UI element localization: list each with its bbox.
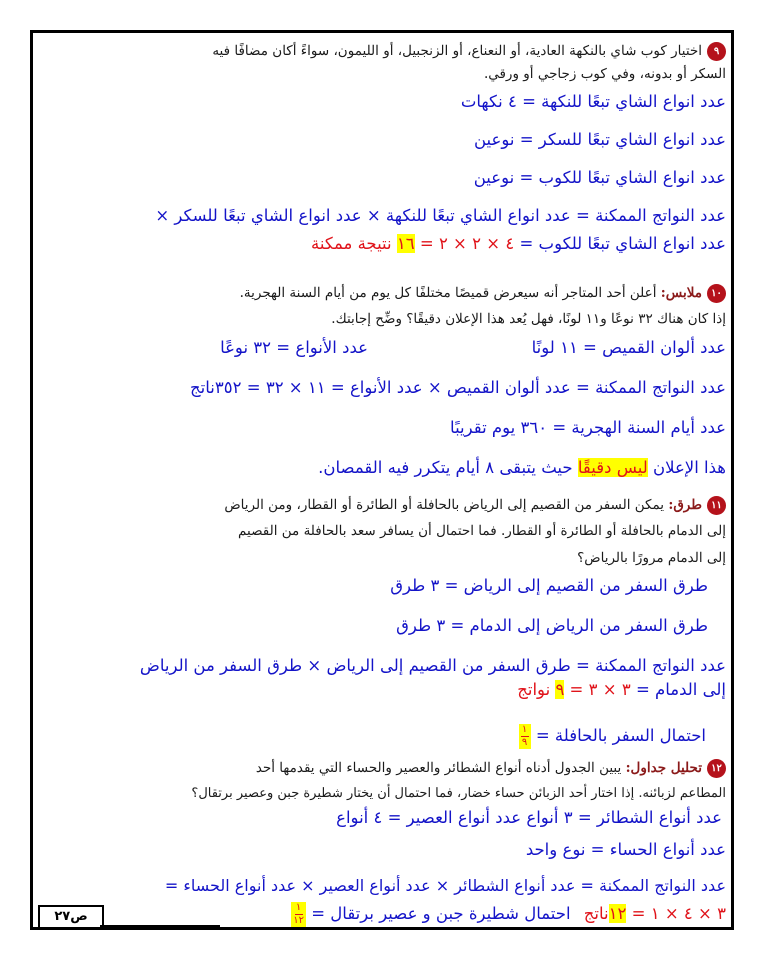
q9-text-2: السكر أو بدونه، وفي كوب زجاجي أو ورقي. — [483, 66, 726, 82]
q10-text-1: أعلن أحد المتاجر أنه سيعرض قميصًا مختلفًا كل يوم من أيام السنة الهجرية. — [239, 285, 661, 301]
q9-answer-5-red: ٤ × ٢ × ٢ = — [414, 234, 520, 253]
q10-answer-4-highlight: ليس دقيقًا — [577, 458, 648, 477]
page-number-label: ص٢٧ — [38, 905, 104, 929]
bottom-rule — [100, 925, 220, 927]
q10-answer-4-end: حيث يتبقى ٨ أيام يتكرر فيه القمصان. — [318, 458, 578, 477]
q11-number-badge: ١١ — [707, 496, 726, 515]
q10-keyword: ملابس: — [660, 285, 702, 301]
q11-probability-fraction — [519, 724, 531, 749]
q9-number-badge: ٩ — [707, 42, 726, 61]
q12-answer-4-red-2: ناتج — [583, 904, 609, 923]
q9-answer-1: عدد انواع الشاي تبعًا للنكهة = ٤ نكهات — [460, 92, 726, 111]
q11-fraction-numerator: ١ — [521, 724, 528, 735]
q9-answer-5-highlight: ١٦ — [396, 234, 415, 253]
q12-text-line-1 — [256, 759, 726, 778]
q12-answer-4-highlight: ١٢ — [608, 904, 627, 923]
q12-number-badge: ١٢ — [707, 759, 726, 778]
q11-answer-3: عدد النواتج الممكنة = طرق السفر من القصيم إلى الرياض × طرق السفر من الرياض — [139, 656, 726, 675]
q12-probability-fraction — [291, 902, 306, 927]
q11-text-2: إلى الدمام بالحافلة أو الطائرة أو القطار. فما احتمال أن يسافر سعد بالحافلة من القصيم — [238, 523, 726, 539]
q9-answer-5 — [311, 234, 726, 254]
q10-text-line-1 — [240, 284, 726, 303]
q10-answer-4 — [318, 458, 726, 478]
q10-answer-1-left: عدد الأنواع = ٣٢ نوعًا — [220, 338, 368, 357]
q10-answer-2: عدد النواتج الممكنة = عدد ألوان القميص × عدد الأنواع = ١١ × ٣٢ = ٣٥٢ناتج — [190, 378, 726, 397]
q11-fraction-denominator: ٩ — [521, 737, 528, 748]
q9-answer-4: عدد النواتج الممكنة = عدد انواع الشاي تبعًا للنكهة × عدد انواع الشاي تبعًا للسكر × — [155, 206, 726, 225]
q11-answer-4-red-2: نواتج — [517, 680, 556, 699]
q9-answer-2: عدد انواع الشاي تبعًا للسكر = نوعين — [473, 130, 726, 149]
q11-answer-4-highlight: ٩ — [555, 680, 565, 699]
q11-answer-2: طرق السفر من الرياض إلى الدمام = ٣ طرق — [396, 616, 708, 635]
q11-text-3: إلى الدمام مرورًا بالرياض؟ — [577, 550, 726, 566]
q12-text-1: يبين الجدول أدناه أنواع الشطائر والعصير والحساء التي يقدمها أحد — [255, 760, 626, 776]
q10-text-2: إذا كان هناك ٣٢ نوعًا و١١ لونًا، فهل يُعد هذا الإعلان دقيقًا؟ وضِّح إجابتك. — [331, 311, 726, 327]
q12-keyword: تحليل جداول: — [625, 760, 702, 776]
q12-answer-3: عدد النواتج الممكنة = عدد أنواع الشطائر × عدد أنواع العصير × عدد أنواع الحساء = — [164, 876, 726, 895]
q11-keyword: طرق: — [668, 497, 702, 513]
q12-answer-1: عدد أنواع الشطائر = ٣ أنواع عدد أنواع العصير = ٤ أنواع — [336, 808, 722, 827]
q9-answer-3: عدد انواع الشاي تبعًا للكوب = نوعين — [473, 168, 726, 187]
q12-answer-4-red-1: ٣ × ٤ × ١ = — [626, 904, 726, 923]
q12-answer-4 — [291, 902, 726, 927]
q10-number-badge: ١٠ — [707, 284, 726, 303]
q12-answer-2: عدد أنواع الحساء = نوع واحد — [525, 840, 726, 859]
q11-answer-4 — [517, 680, 726, 700]
q9-text-1: اختيار كوب شاي بالنكهة العادية، أو النعناع، أو الزنجبيل، أو الليمون، سواءً أكان مضافًا فيه — [212, 43, 702, 59]
q12-fraction-denominator: ١٢ — [293, 915, 304, 926]
q12-text-2: المطاعم لزبائنه. إذا اختار أحد الزبائن حساء خضار، فما احتمال أن يختار شطيرة جبن وعصير برتقال؟ — [191, 786, 726, 801]
q11-answer-5 — [519, 724, 706, 749]
q12-answer-4-blue: احتمال شطيرة جبن و عصير برتقال = — [311, 904, 571, 923]
q10-answer-3: عدد أيام السنة الهجرية = ٣٦٠ يوم تقريبًا — [450, 418, 726, 437]
q11-answer-5-text: احتمال السفر بالحافلة = — [535, 726, 706, 745]
q10-answer-1-right: عدد ألوان القميص = ١١ لونًا — [531, 338, 726, 357]
q11-answer-4-blue: إلى الدمام = — [630, 680, 726, 699]
q11-text-line-1 — [224, 496, 726, 515]
q9-answer-5-blue: عدد انواع الشاي تبعًا للكوب = — [519, 234, 726, 253]
q11-answer-4-red-1: ٣ × ٣ = — [564, 680, 631, 699]
q9-answer-5-end: نتيجة ممكنة — [311, 234, 397, 253]
q10-answer-4-start: هذا الإعلان — [647, 458, 726, 477]
q11-text-1: يمكن السفر من القصيم إلى الرياض بالحافلة أو الطائرة أو القطار، ومن الرياض — [224, 497, 669, 513]
q11-answer-1: طرق السفر من القصيم إلى الرياض = ٣ طرق — [390, 576, 708, 595]
q9-text-line-1 — [212, 42, 726, 61]
q12-fraction-numerator: ١ — [295, 902, 302, 913]
